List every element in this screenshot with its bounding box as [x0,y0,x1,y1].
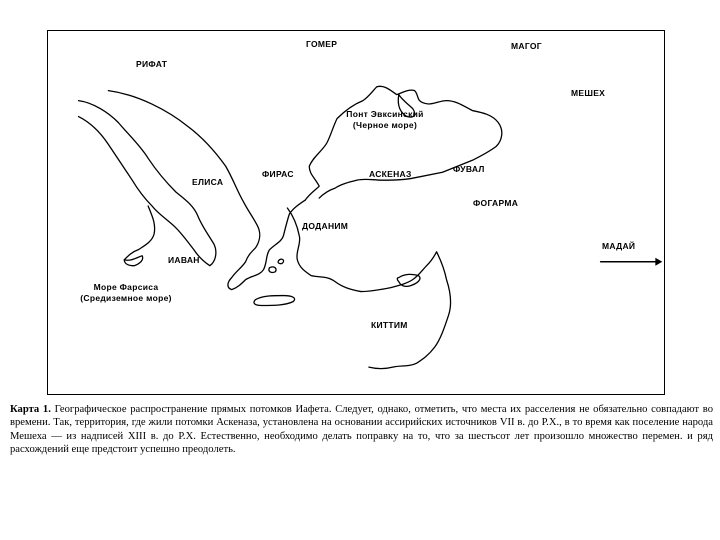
label-elisa: ЕЛИСА [192,177,224,187]
aegean-island-1 [269,267,276,273]
label-firas: ФИРАС [262,169,294,179]
label-meshekh: МЕШЕХ [571,88,606,98]
label-magog: МАГОГ [511,41,542,51]
label-dolanim: ДОДАНИМ [302,221,349,231]
label-pont-euxinus [335,109,435,131]
label-askenaz: АСКЕНАЗ [369,169,412,179]
caption-text: Географическое распространение прямых потомков Иафета. Следует, однако, отметить, что места их расселения не обязательно совпадают во времени. Так, территория, где жили потомки Аскеназа, установлена на основании ассирийских источников VII в. до Р.Х., в то время как поселение народа Мешеха — из надписей XIII в. до Р.Х. Естественно, необходимо делать поправку на то, что за шестьсот лет произошло множество перемен. и ряд расхождений еще предстоит успешно преодолеть. [10,404,713,455]
label-gomer: ГОМЕР [306,39,338,49]
label-kittim: КИТТИМ [371,320,408,330]
aegean-island-2 [278,259,283,264]
label-fogarma: ФОГАРМА [473,198,519,208]
anatolia-coast [287,208,450,369]
crete [254,296,295,306]
label-rifat: РИФАТ [136,59,168,69]
balkan-coastline [108,91,305,290]
label-madai: МАДАЙ [602,241,636,251]
label-fuval: ФУВАЛ [453,164,485,174]
map-caption [10,403,713,456]
label-farsis-line1: Море Фарсиса [93,282,159,292]
caption-prefix: Карта 1. [10,404,51,415]
label-sea-of-farsis [76,282,176,304]
label-farsis-line2: (Средиземное море) [80,293,172,303]
label-iavan: ИАВАН [168,255,200,265]
label-pont-line1: Понт Эвксинский [346,109,424,119]
label-pont-line2: (Черное море) [352,120,418,130]
map-frame [47,30,665,395]
italy-heel [124,206,154,260]
black-sea-coast [305,86,502,200]
coastline-map [48,31,664,394]
madai-arrow-head [655,258,662,266]
